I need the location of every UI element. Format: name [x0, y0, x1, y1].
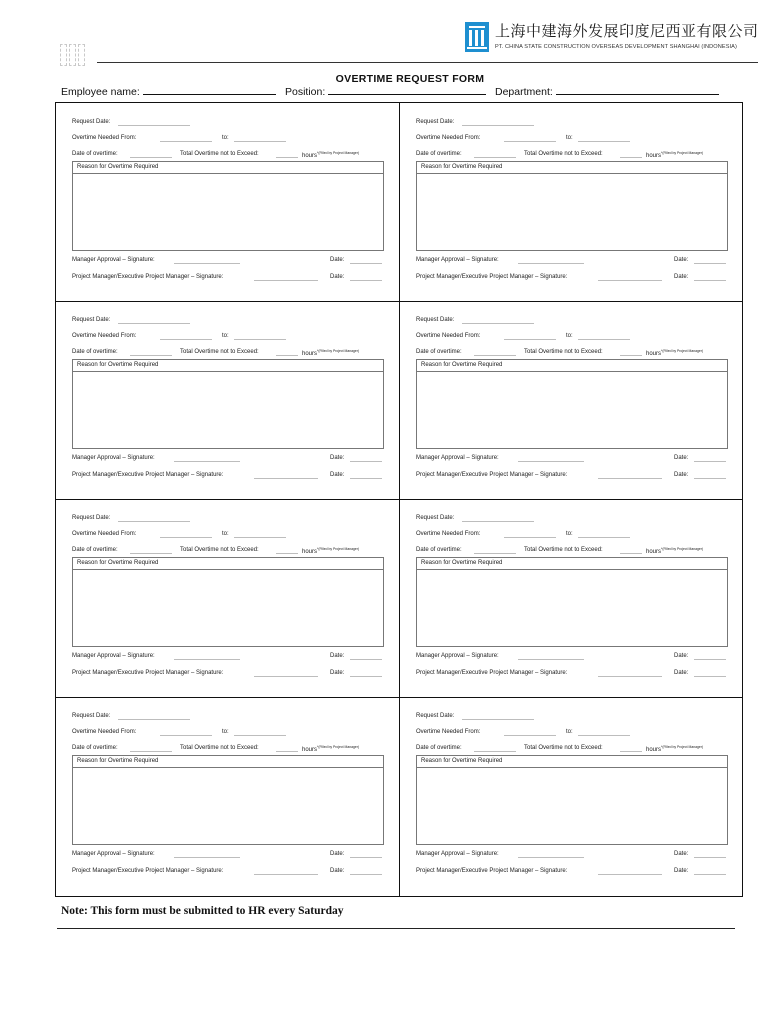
needed-from-line[interactable] [504, 537, 556, 538]
hours-footnote: *(Filled by Project Manager) [661, 547, 704, 551]
to-label: to: [566, 333, 573, 339]
manager-date-line[interactable] [350, 461, 382, 462]
pm-signature-line[interactable] [254, 280, 318, 281]
pm-signature-line[interactable] [254, 676, 318, 677]
request-date-label: Request Date: [72, 713, 111, 719]
reason-box[interactable] [72, 755, 384, 845]
manager-approval-label: Manager Approval – Signature: [72, 455, 155, 461]
pm-date-line[interactable] [350, 874, 382, 875]
hours-footnote: *(Filled by Project Manager) [661, 349, 704, 353]
needed-from-line[interactable] [504, 339, 556, 340]
manager-signature-line[interactable] [174, 857, 240, 858]
hours-label [646, 547, 703, 555]
total-overtime-line[interactable] [620, 355, 642, 356]
date-of-overtime-line[interactable] [130, 751, 172, 752]
request-date-line[interactable] [118, 521, 190, 522]
request-date-line[interactable] [118, 125, 190, 126]
pm-date-line[interactable] [350, 676, 382, 677]
hours-label [302, 745, 359, 753]
pm-signature-line[interactable] [598, 874, 662, 875]
manager-approval-label: Manager Approval – Signature: [416, 851, 499, 857]
request-date-label: Request Date: [416, 119, 455, 125]
pm-signature-line[interactable] [598, 676, 662, 677]
date-of-overtime-label: Date of overtime: [416, 745, 462, 751]
date-of-overtime-line[interactable] [474, 553, 516, 554]
to-line[interactable] [234, 735, 286, 736]
manager-approval-label: Manager Approval – Signature: [72, 653, 155, 659]
employee-name-field[interactable] [61, 86, 276, 98]
pm-date-line[interactable] [350, 478, 382, 479]
manager-date-line[interactable] [694, 857, 726, 858]
footer-divider [57, 928, 735, 929]
header-divider [97, 62, 758, 63]
manager-signature-line[interactable] [518, 659, 584, 660]
employee-name-line[interactable] [143, 86, 276, 95]
hours-text: hours [646, 351, 662, 357]
hours-footnote: *(Filled by Project Manager) [317, 745, 360, 749]
manager-date-line[interactable] [694, 659, 726, 660]
reason-box[interactable] [72, 161, 384, 251]
reason-label: Reason for Overtime Required [417, 756, 727, 768]
request-date-line[interactable] [118, 719, 190, 720]
date-of-overtime-line[interactable] [474, 355, 516, 356]
needed-from-line[interactable] [504, 141, 556, 142]
pm-date-label: Date: [330, 868, 345, 874]
needed-from-label: Overtime Needed From: [416, 729, 481, 735]
hours-label [646, 745, 703, 753]
hours-label [646, 349, 703, 357]
position-line[interactable] [328, 86, 486, 95]
reason-label: Reason for Overtime Required [417, 162, 727, 174]
request-date-label: Request Date: [72, 317, 111, 323]
total-overtime-label: Total Overtime not to Exceed: [180, 151, 259, 157]
pm-date-label: Date: [330, 472, 345, 478]
request-date-label: Request Date: [72, 515, 111, 521]
total-overtime-label: Total Overtime not to Exceed: [180, 547, 259, 553]
reason-box[interactable] [416, 359, 728, 449]
to-line[interactable] [578, 735, 630, 736]
company-logo-icon [465, 22, 489, 52]
position-field[interactable] [285, 86, 486, 98]
manager-date-label: Date: [330, 257, 345, 263]
date-of-overtime-line[interactable] [474, 157, 516, 158]
manager-signature-line[interactable] [518, 263, 584, 264]
pm-signature-label: Project Manager/Executive Project Manager – Signature: [416, 670, 568, 676]
overtime-request-block [400, 697, 744, 895]
request-date-line[interactable] [462, 323, 534, 324]
manager-approval-label: Manager Approval – Signature: [416, 257, 499, 263]
total-overtime-label: Total Overtime not to Exceed: [180, 745, 259, 751]
position-label: Position: [285, 86, 326, 98]
overtime-request-block [400, 499, 744, 697]
hours-text: hours [646, 153, 662, 159]
total-overtime-line[interactable] [620, 157, 642, 158]
reason-box[interactable] [416, 755, 728, 845]
hours-footnote: *(Filled by Project Manager) [661, 151, 704, 155]
manager-date-line[interactable] [350, 263, 382, 264]
pm-signature-line[interactable] [598, 280, 662, 281]
request-date-label: Request Date: [416, 713, 455, 719]
date-of-overtime-label: Date of overtime: [72, 745, 118, 751]
date-of-overtime-label: Date of overtime: [416, 151, 462, 157]
to-label: to: [222, 333, 229, 339]
manager-date-label: Date: [674, 653, 689, 659]
date-of-overtime-line[interactable] [130, 553, 172, 554]
overtime-request-block [56, 103, 400, 301]
to-line[interactable] [578, 141, 630, 142]
overtime-request-block [400, 103, 744, 301]
pm-signature-line[interactable] [254, 874, 318, 875]
request-date-line[interactable] [118, 323, 190, 324]
request-date-label: Request Date: [416, 515, 455, 521]
total-overtime-line[interactable] [276, 355, 298, 356]
request-date-line[interactable] [462, 125, 534, 126]
to-line[interactable] [578, 537, 630, 538]
manager-date-line[interactable] [350, 659, 382, 660]
pm-date-label: Date: [674, 274, 689, 280]
manager-date-label: Date: [330, 653, 345, 659]
pm-date-line[interactable] [694, 478, 726, 479]
pm-date-label: Date: [674, 868, 689, 874]
request-date-label: Request Date: [416, 317, 455, 323]
reason-label: Reason for Overtime Required [73, 360, 383, 372]
reason-label: Reason for Overtime Required [73, 756, 383, 768]
department-field[interactable] [495, 86, 719, 98]
total-overtime-label: Total Overtime not to Exceed: [180, 349, 259, 355]
to-label: to: [222, 135, 229, 141]
manager-date-label: Date: [674, 851, 689, 857]
manager-date-line[interactable] [694, 461, 726, 462]
pm-date-label: Date: [330, 274, 345, 280]
to-label: to: [566, 135, 573, 141]
needed-from-line[interactable] [504, 735, 556, 736]
date-of-overtime-label: Date of overtime: [72, 151, 118, 157]
pm-date-label: Date: [674, 670, 689, 676]
date-of-overtime-line[interactable] [130, 355, 172, 356]
manager-date-line[interactable] [350, 857, 382, 858]
needed-from-label: Overtime Needed From: [416, 531, 481, 537]
needed-from-line[interactable] [160, 339, 212, 340]
date-of-overtime-label: Date of overtime: [72, 547, 118, 553]
reason-label: Reason for Overtime Required [73, 558, 383, 570]
pm-signature-line[interactable] [598, 478, 662, 479]
pm-signature-line[interactable] [254, 478, 318, 479]
needed-from-label: Overtime Needed From: [72, 531, 137, 537]
total-overtime-label: Total Overtime not to Exceed: [524, 745, 603, 751]
manager-approval-label: Manager Approval – Signature: [72, 257, 155, 263]
needed-from-line[interactable] [160, 735, 212, 736]
hours-footnote: *(Filled by Project Manager) [317, 349, 360, 353]
reason-label: Reason for Overtime Required [417, 360, 727, 372]
date-of-overtime-line[interactable] [130, 157, 172, 158]
department-label: Department: [495, 86, 553, 98]
pm-signature-label: Project Manager/Executive Project Manager – Signature: [72, 868, 224, 874]
hours-text: hours [646, 747, 662, 753]
manager-signature-line[interactable] [174, 263, 240, 264]
pm-date-label: Date: [674, 472, 689, 478]
date-of-overtime-label: Date of overtime: [416, 349, 462, 355]
total-overtime-label: Total Overtime not to Exceed: [524, 547, 603, 553]
needed-from-label: Overtime Needed From: [72, 729, 137, 735]
reason-box[interactable] [72, 359, 384, 449]
needed-from-label: Overtime Needed From: [72, 135, 137, 141]
hours-label [302, 349, 359, 357]
total-overtime-line[interactable] [620, 553, 642, 554]
hours-text: hours [646, 549, 662, 555]
manager-signature-line[interactable] [518, 857, 584, 858]
pm-date-line[interactable] [694, 676, 726, 677]
to-line[interactable] [578, 339, 630, 340]
request-date-label: Request Date: [72, 119, 111, 125]
total-overtime-line[interactable] [276, 751, 298, 752]
hours-label [646, 151, 703, 159]
hours-text: hours [302, 549, 318, 555]
total-overtime-label: Total Overtime not to Exceed: [524, 349, 603, 355]
reason-label: Reason for Overtime Required [73, 162, 383, 174]
total-overtime-label: Total Overtime not to Exceed: [524, 151, 603, 157]
pm-signature-label: Project Manager/Executive Project Manager – Signature: [416, 472, 568, 478]
pm-signature-label: Project Manager/Executive Project Manager – Signature: [416, 868, 568, 874]
manager-approval-label: Manager Approval – Signature: [72, 851, 155, 857]
to-line[interactable] [234, 537, 286, 538]
to-line[interactable] [234, 141, 286, 142]
pm-date-line[interactable] [350, 280, 382, 281]
request-grid [55, 102, 743, 897]
faint-watermark-icon [60, 44, 94, 68]
date-of-overtime-line[interactable] [474, 751, 516, 752]
employee-name-label: Employee name: [61, 86, 140, 98]
company-name-chinese: 上海中建海外发展印度尼西亚有限公司 [495, 22, 759, 40]
manager-approval-label: Manager Approval – Signature: [416, 455, 499, 461]
reason-label: Reason for Overtime Required [417, 558, 727, 570]
hours-text: hours [302, 153, 318, 159]
overtime-request-block [56, 697, 400, 895]
manager-signature-line[interactable] [174, 461, 240, 462]
manager-approval-label: Manager Approval – Signature: [416, 653, 499, 659]
needed-from-label: Overtime Needed From: [72, 333, 137, 339]
manager-date-label: Date: [330, 455, 345, 461]
manager-date-label: Date: [330, 851, 345, 857]
needed-from-line[interactable] [160, 537, 212, 538]
manager-date-label: Date: [674, 455, 689, 461]
overtime-request-block [400, 301, 744, 499]
submission-note: Note: This form must be submitted to HR every Saturday [61, 905, 344, 917]
reason-box[interactable] [416, 557, 728, 647]
total-overtime-line[interactable] [276, 553, 298, 554]
pm-signature-label: Project Manager/Executive Project Manager – Signature: [72, 670, 224, 676]
hours-footnote: *(Filled by Project Manager) [317, 547, 360, 551]
to-line[interactable] [234, 339, 286, 340]
to-label: to: [566, 729, 573, 735]
hours-footnote: *(Filled by Project Manager) [317, 151, 360, 155]
hours-text: hours [302, 351, 318, 357]
company-name-english: PT. CHINA STATE CONSTRUCTION OVERSEAS DEVELOPMENT SHANGHAI (INDONESIA) [495, 44, 737, 50]
total-overtime-line[interactable] [620, 751, 642, 752]
to-label: to: [222, 729, 229, 735]
manager-signature-line[interactable] [518, 461, 584, 462]
request-date-line[interactable] [462, 719, 534, 720]
form-title: OVERTIME REQUEST FORM [335, 73, 485, 85]
pm-signature-label: Project Manager/Executive Project Manager – Signature: [72, 472, 224, 478]
pm-date-label: Date: [330, 670, 345, 676]
to-label: to: [222, 531, 229, 537]
to-label: to: [566, 531, 573, 537]
date-of-overtime-label: Date of overtime: [416, 547, 462, 553]
hours-label [302, 151, 359, 159]
pm-signature-label: Project Manager/Executive Project Manager – Signature: [416, 274, 568, 280]
department-line[interactable] [556, 86, 719, 95]
needed-from-label: Overtime Needed From: [416, 333, 481, 339]
hours-text: hours [302, 747, 318, 753]
manager-signature-line[interactable] [174, 659, 240, 660]
pm-date-line[interactable] [694, 874, 726, 875]
hours-footnote: *(Filled by Project Manager) [661, 745, 704, 749]
needed-from-line[interactable] [160, 141, 212, 142]
reason-box[interactable] [416, 161, 728, 251]
date-of-overtime-label: Date of overtime: [72, 349, 118, 355]
pm-signature-label: Project Manager/Executive Project Manager – Signature: [72, 274, 224, 280]
overtime-request-block [56, 499, 400, 697]
needed-from-label: Overtime Needed From: [416, 135, 481, 141]
hours-label [302, 547, 359, 555]
reason-box[interactable] [72, 557, 384, 647]
manager-date-line[interactable] [694, 263, 726, 264]
pm-date-line[interactable] [694, 280, 726, 281]
total-overtime-line[interactable] [276, 157, 298, 158]
manager-date-label: Date: [674, 257, 689, 263]
overtime-request-block [56, 301, 400, 499]
request-date-line[interactable] [462, 521, 534, 522]
